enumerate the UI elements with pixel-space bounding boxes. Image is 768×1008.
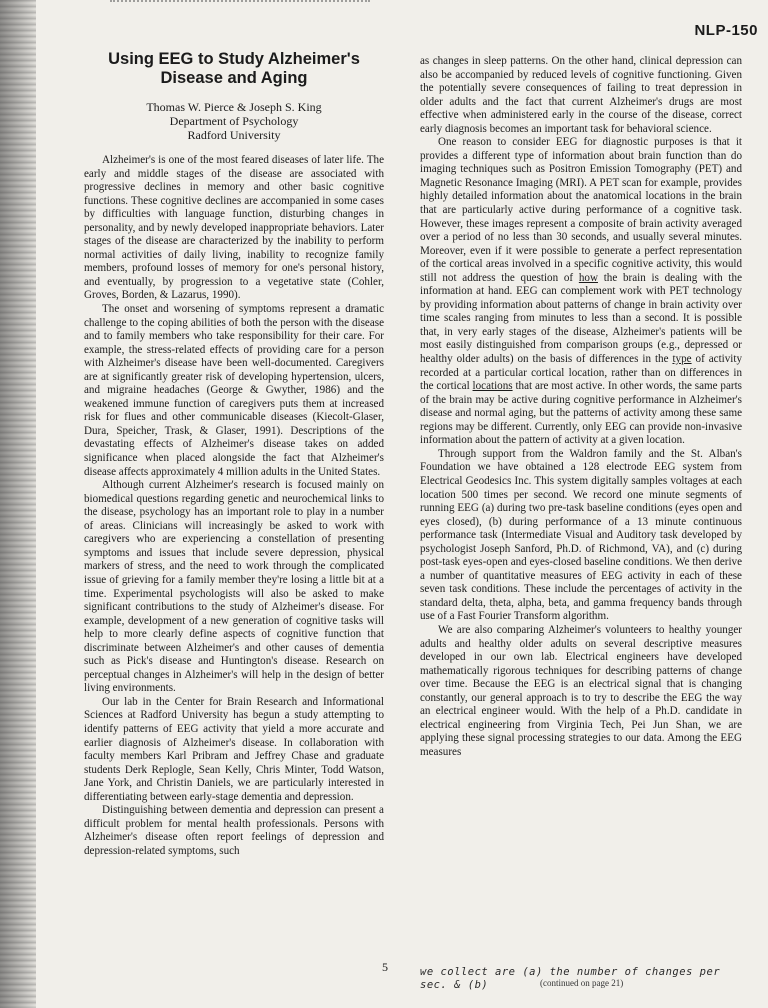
paragraph-left-4: Our lab in the Center for Brain Research and Informational Sciences at Radford University has begun a study attempting to identify patterns of EEG activity that yield a more accurate and earlier diagnosis of Alzheimer's disease. In collaboration with faculty members Karl Pribram and Jeffrey Chase and graduate students Derk Replogle, Sean Kelly, Chris Minter, Todd Watson, Jane York, and Christin Daniels, we are particularly interested in differentiating between early-stage dementia and depression. bbox=[84, 695, 384, 803]
article-title bbox=[84, 50, 384, 88]
paragraph-right-2 bbox=[420, 136, 742, 448]
p2-underlined-how: how bbox=[578, 271, 598, 284]
article-header bbox=[84, 50, 384, 142]
right-column bbox=[420, 55, 742, 759]
paragraph-right-4: We are also comparing Alzheimer's volunteers to healthy younger adults and healthy older adults on several descriptive measures developed in our own lab. Electrical engineers have developed mathematically rigorous techniques for describing patterns of change over time. Because the EEG is an electrical signal that is changing constantly, our general approach is to try to describe the EEG the way an electrical engineer would. With the help of a Ph.D. candidate in electrical engineering from Virginia Tech, Pei Jun Shan, we are applying these signal processing strategies to our data. Among the EEG measures bbox=[420, 623, 742, 758]
p2-text-a: One reason to consider EEG for diagnostic purposes is that it provides a different type of information about brain function than do imaging techniques such as Positron Emission Tomography (PET) and Magnetic Resonance Imaging (MRI). A PET scan for example, provides highly detailed information about the anatomical locations in the brain that are particularly active during performance of a cognitive task. However, these images represent a composite of brain activity averaged over a period of no less than 30 seconds, and usually several minutes. Moreover, even if it were possible to generate a perfect representation of the cortical areas involved in a specific cognitive activity, this would still not address the question of bbox=[420, 136, 742, 284]
paragraph-left-2: The onset and worsening of symptoms represent a dramatic challenge to the coping abilities of both the person with the disease and to family members who take responsibility for their care. For example, the stress-related effects of providing care for a person with Alzheimer's disease have been well-documented. Caregivers are at significantly greater risk of developing hypertension, ulcers, and migraine headaches (George & Gwyther, 1986) and the weakened immune function of caregivers puts them at increased risk for flues and other communicable diseases (Kiecolt-Glaser, Dura, Speicher, Trask, & Glaser, 1991). Descriptions of the devastating effects of Alzheimer's disease takes on added significance when placed alongside the fact that Alzheimer's disease affects approximately 4 million adults in the United States. bbox=[84, 303, 384, 478]
paragraph-left-1: Alzheimer's is one of the most feared diseases of later life. The early and middle stages of the disease are associated with progressive declines in memory and other basic cognitive functions. These cognitive declines are accompanied in some cases by difficulties with language function, disturbing changes in personality, and by newly developed inappropriate behaviors. Later stages of the disease are characterized by the inability to perform normal activities of daily living, inability to recognize family members, profound losses of memory for one's personal history, and eventually, by progression to a vegetative state (Cohler, Groves, Borden, & Lazarus, 1990). bbox=[84, 154, 384, 302]
scan-top-marks bbox=[110, 0, 370, 8]
p2-underlined-locations: locations bbox=[472, 380, 513, 393]
paragraph-right-3: Through support from the Waldron family and the St. Alban's Foundation we have obtained a 128 electrode EEG system from Electrical Geodesics Inc. This system digitally samples voltages at each location 500 times per second. We record one minute segments of running EEG (a) during two pre-task baseline conditions (eyes open and eyes closed), (b) during performance of a 13 minute continuous performance task (Intermediate Visual and Auditory task developed by psychologist Joseph Sanford, Ph.D. of Richmond, VA), and (c) during post-task eyes-open and eyes-closed baseline conditions. We then derive a number of quantitative measures of EEG activity in each of these seven task conditions. These include the percentages of activity in the standard delta, theta, alpha, beta, and gamma frequency bands through use of a Fast Fourier Transform algorithm. bbox=[420, 447, 742, 623]
page-number: 5 bbox=[382, 960, 388, 974]
paragraph-left-5: Distinguishing between dementia and depression can present a difficult problem for mental health professionals. Persons with Alzheimer's disease often report feelings of depression and depression-related symptoms, such bbox=[84, 804, 384, 857]
p2-text-c: of activity recorded at a particular cortical location, rather than on differences in the cortical bbox=[420, 353, 742, 393]
left-column bbox=[84, 154, 384, 858]
university: Radford University bbox=[187, 128, 281, 142]
p2-underlined-type: type bbox=[672, 353, 692, 366]
authors: Thomas W. Pierce & Joseph S. King bbox=[146, 100, 322, 114]
p2-text-b: the brain is dealing with the information at hand. EEG can complement work with PET technology by providing information about patterns of change in brain activity over time scales ranging from minutes to less than a second. It is possible that, in very early stages of the disease, Alzheimer's patients will be most easily distinguished from comparison groups (e.g., depressed or healthy older adults) on the basis of differences in the bbox=[420, 271, 742, 366]
handwritten-text: we collect are (a) the number of changes per sec. & (b) bbox=[420, 966, 721, 991]
p2-text-d: that are most active. In other words, the same parts of the brain may be active during cognitive performance in Alzheimer's disease and normal aging, but the patterns of activity among these same regions may be different. Currently, only EEG can provide non-invasive information about the pattern of activity at a given location. bbox=[420, 380, 742, 447]
continued-note: (continued on page 21) bbox=[540, 978, 624, 988]
byline bbox=[84, 100, 384, 142]
title-line-2: Disease and Aging bbox=[160, 69, 308, 87]
title-line-1: Using EEG to Study Alzheimer's bbox=[108, 50, 360, 68]
paragraph-left-3: Although current Alzheimer's research is focused mainly on biomedical questions regarding genetic and neurochemical links to the disease, psychology has an important role to play in a number of areas. Clinicians will increasingly be asked to work with caregivers who are experiencing a constellation of presenting symptoms and issues that include severe depression, physical markers of stress, and the need to work through the complicated issue of grieving for a family member they're losing a little bit at a time. Experimental psychologists will also be asked to make significant contributions to the study of Alzheimer's disease. For example, development of a new generation of cognitive tasks will help to more clearly define aspects of cognitive function that discriminate between Alzheimer's and other causes of dementia such as Pick's disease and Huntington's disease. Research on perceptual changes in Alzheimer's will help in the design of better living environments. bbox=[84, 479, 384, 695]
paragraph-right-1: as changes in sleep patterns. On the other hand, clinical depression can also be accompanied by reduced levels of cognitive functioning. Given the potentially severe consequences of failing to treat depression in older adults and the fact that current Alzheimer's drugs are most effective when administered early in the course of the disease, correct early diagnosis becomes an important task for behavioral science. bbox=[420, 55, 742, 135]
page-code: NLP-150 bbox=[694, 22, 758, 39]
department: Department of Psychology bbox=[169, 114, 299, 128]
scan-edge-shadow bbox=[0, 0, 36, 1008]
